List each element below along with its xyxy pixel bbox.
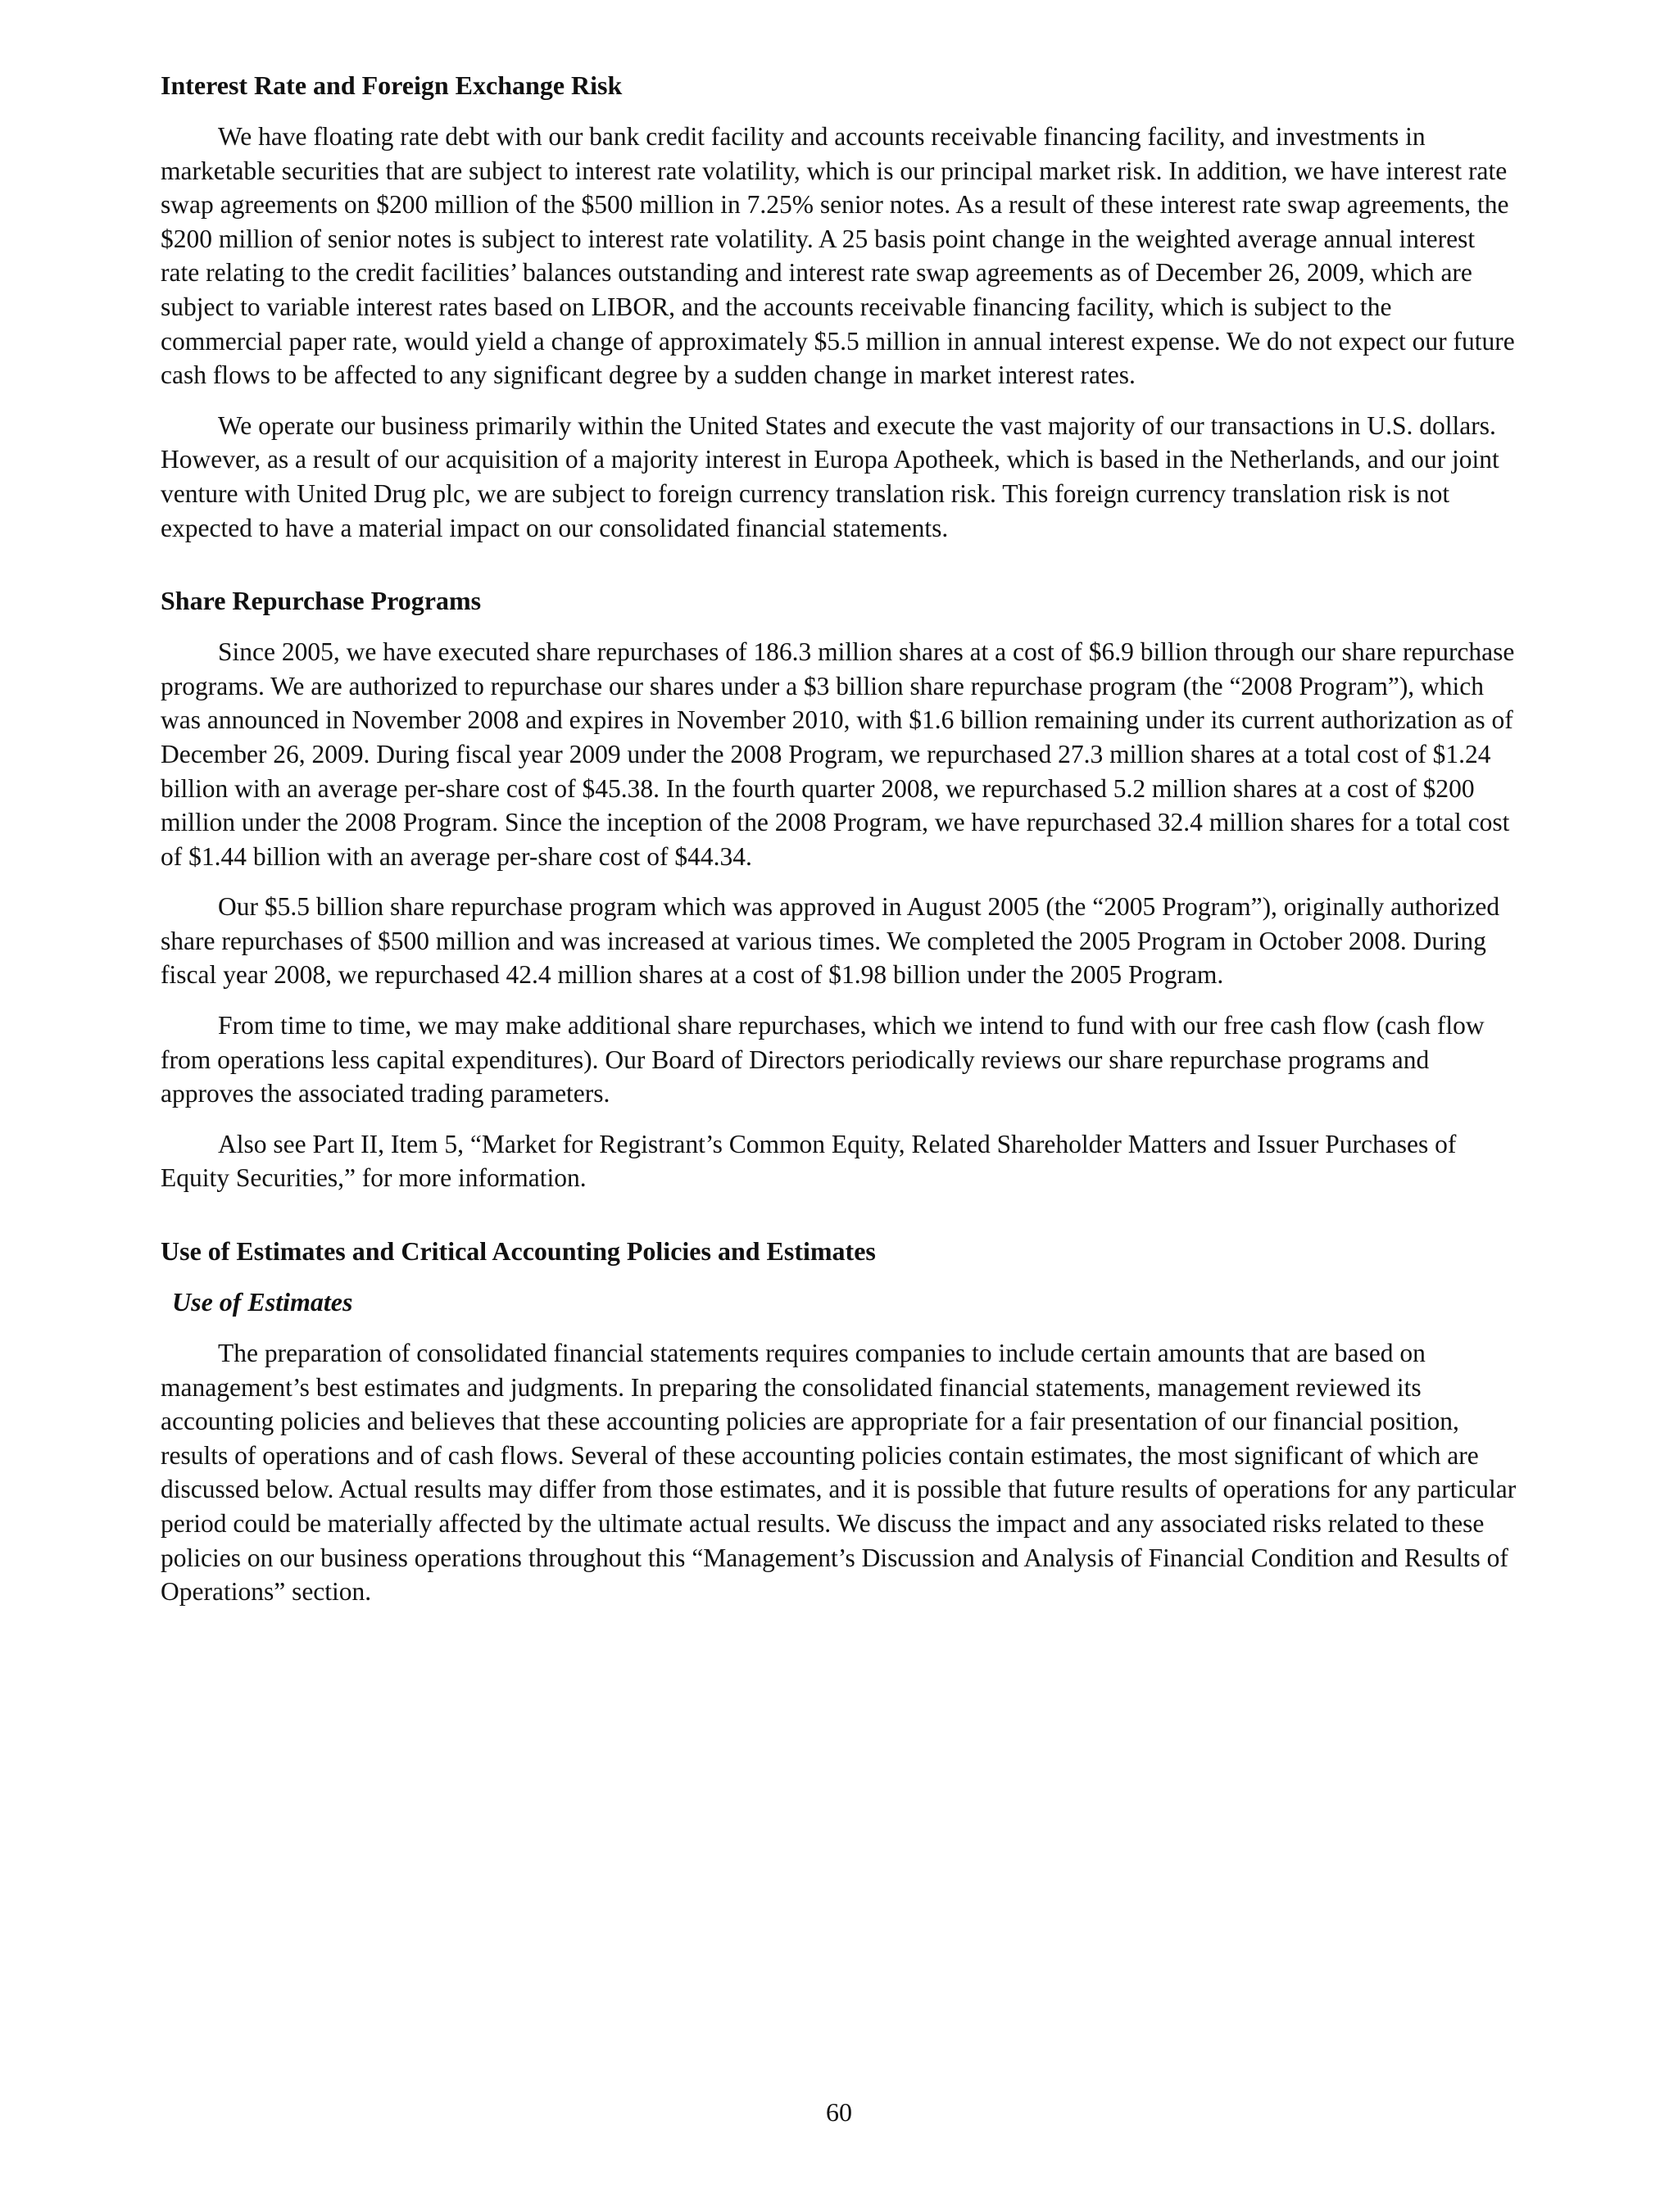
- section-interest-rate-risk: [161, 69, 1517, 545]
- section-heading: Use of Estimates and Critical Accounting Policies and Estimates: [161, 1236, 876, 1267]
- paragraph: From time to time, we may make additional share repurchases, which we intend to fund with our free cash flow (cash flow from operations less capital expenditures). Our Board of Directors periodically reviews our share repurchase programs and approves the associated trading parameters.: [161, 1011, 1485, 1108]
- section-share-repurchase: [161, 584, 1517, 1195]
- document-page: [161, 69, 1517, 1625]
- paragraph: We operate our business primarily within the United States and execute the vast majority of our transactions in U.S. dollars. However, as a result of our acquisition of a majority interest in Europa Apotheek, which is based in the Netherlands, and our joint venture with United Drug plc, we are subject to foreign currency translation risk. This foreign currency translation risk is not expected to have a material impact on our consolidated financial statements.: [161, 410, 1499, 542]
- paragraph: Also see Part II, Item 5, “Market for Registrant’s Common Equity, Related Shareholder Matters and Issuer Purchases of Equity Securities,” for more information.: [161, 1129, 1457, 1193]
- section-use-of-estimates: [161, 1235, 1517, 1609]
- paragraph: The preparation of consolidated financial statements requires companies to include certain amounts that are based on management’s best estimates and judgments. In preparing the consolidated financial statements, management reviewed its accounting policies and believes that these accounting policies are appropriate for a fair presentation of our financial position, results of operations and of cash flows. Several of these accounting policies contain estimates, the most significant of which are discussed below. Actual results may differ from those estimates, and it is possible that future results of operations for any particular period could be materially affected by the ultimate actual results. We discuss the impact and any associated risks related to these policies on our business operations throughout this “Management’s Discussion and Analysis of Financial Condition and Results of Operations” section.: [161, 1339, 1517, 1607]
- paragraph: Our $5.5 billion share repurchase program which was approved in August 2005 (the “2005 Program”), originally authorized share repurchases of $500 million and was increased at various times. We completed the 2005 Program in October 2008. During fiscal year 2008, we repurchased 42.4 million shares at a cost of $1.98 billion under the 2005 Program.: [161, 892, 1500, 990]
- section-heading: Interest Rate and Foreign Exchange Risk: [161, 70, 623, 100]
- section-heading: Share Repurchase Programs: [161, 586, 482, 616]
- paragraph: Since 2005, we have executed share repurchases of 186.3 million shares at a cost of $6.9 billion through our share repurchase programs. We are authorized to repurchase our shares under a $3 billion share repurchase program (the “2008 Program”), which was announced in November 2008 and expires in November 2010, with $1.6 billion remaining under its current authorization as of December 26, 2009. During fiscal year 2009 under the 2008 Program, we repurchased 27.3 million shares at a total cost of $1.24 billion with an average per-share cost of $45.38. In the fourth quarter 2008, we repurchased 5.2 million shares at a cost of $200 million under the 2008 Program. Since the inception of the 2008 Program, we have repurchased 32.4 million shares for a total cost of $1.44 billion with an average per-share cost of $44.34.: [161, 637, 1515, 871]
- section-divider: [161, 1212, 1517, 1235]
- section-subheading: Use of Estimates: [172, 1287, 353, 1317]
- section-divider: [161, 561, 1517, 584]
- paragraph: We have floating rate debt with our bank credit facility and accounts receivable financing facility, and investments in marketable securities that are subject to interest rate volatility, which is our principal market risk. In addition, we have interest rate swap agreements on $200 million of the $500 million in 7.25% senior notes. As a result of these interest rate swap agreements, the $200 million of senior notes is subject to interest rate volatility. A 25 basis point change in the weighted average annual interest rate relating to the credit facilities’ balances outstanding and interest rate swap agreements as of December 26, 2009, which are subject to variable interest rates based on LIBOR, and the accounts receivable financing facility, which is subject to the commercial paper rate, would yield a change of approximately $5.5 million in annual interest expense. We do not expect our future cash flows to be affected to any significant degree by a sudden change in market interest rates.: [161, 122, 1515, 390]
- page-number: 60: [826, 2097, 852, 2127]
